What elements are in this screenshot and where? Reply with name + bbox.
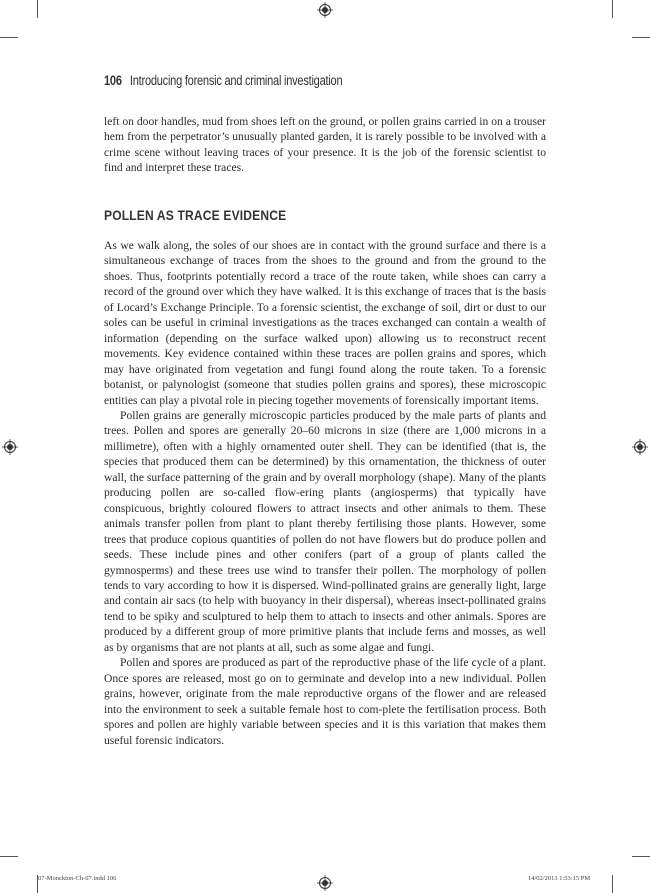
section-heading: POLLEN AS TRACE EVIDENCE	[104, 207, 287, 223]
registration-mark-icon	[317, 2, 333, 18]
section-body	[104, 238, 546, 748]
body-paragraph: Pollen and spores are produced as part of the reproductive phase of the life cycle of a plant. Once spores are released, most go on to germinate and develop into a new individual. Pollen grains, however, originate from the male reproductive organs of the flower and are released into the environment to seek a suitable female host to com-plete the fertilisation process. Both spores and pollen are highly variable between species and it is this variation that makes them useful forensic indicators.	[104, 656, 546, 747]
crop-mark	[632, 37, 650, 38]
registration-mark-icon	[317, 875, 333, 891]
slug-timestamp: 14/02/2013 1:53:15 PM	[528, 875, 591, 882]
body-paragraph: As we walk along, the soles of our shoes are in contact with the ground surface and there is a simultaneous exchange of traces from the shoes to the ground and from the ground to the shoes. Thus, footprints potentially record a trace of the route taken, while shoes can carry a record of the ground over which they have walked. It is this exchange of traces that is the basis of Locard’s Exchange Principle. To a forensic scientist, the exchange of soil, dirt or dust to our soles can be useful in criminal investigations as the traces exchanged can contain a wealth of information (depending on the surface walked upon) allowing us to reconstruct recent movements. Key evidence contained within these traces are pollen grains and spores, which may have originated from vegetation and fungi found along the route taken. To a forensic botanist, or palynologist (someone that studies pollen grains and spores), these microscopic entities can play a pivotal role in piecing together movements of forensically important items.	[104, 239, 546, 407]
crop-mark	[0, 37, 18, 38]
intro-paragraph: left on door handles, mud from shoes left on the ground, or pollen grains carried in on a trouser hem from the perpetrator’s unusually planted garden, it is rarely possible to be involved with a crime scene without leaving traces of your presence. It is the job of the forensic scientist to find and interpret these traces.	[104, 115, 546, 175]
crop-mark	[37, 0, 38, 18]
registration-mark-icon	[632, 439, 648, 455]
crop-mark	[612, 0, 613, 18]
crop-mark	[0, 856, 18, 857]
registration-mark-icon	[2, 439, 18, 455]
running-title: Introducing forensic and criminal investigation	[129, 73, 343, 88]
body-paragraph: Pollen grains are generally microscopic particles produced by the male parts of plants and trees. Pollen and spores are generally 20–60 microns in size (there are 1,000 microns in a millimetre), often with a highly ornamented outer shell. They can be identified (that is, the species that produced them can be determined) by this ornamentation, the thickness of outer wall, the surface patterning of the grain and by overall morphology (shape). Many of the plants producing pollen are so-called flow-ering plants (angiosperms) that typically have conspicuous, brightly coloured flowers to attract insects and other animals to them. These animals transfer pollen from plant to plant thereby fertilising those plants. However, some trees that produce copious quantities of pollen do not have flowers but do produce pollen and seeds. These include pines and other conifers (part of a group of plants called the gymnosperms) and these trees use wind to transfer their pollen. The morphology of pollen tends to vary according to how it is dispersed. Wind-pollinated grains are generally light, large and contain air sacs (to help with buoyancy in their dispersal), whereas insect-pollinated grains tend to be spiky and sculptured to help them to attach to insects and other animals. Spores are produced by a different group of more primitive plants that include ferns and mosses, as well as by organisms that are not plants at all, such as some algae and fungi.	[104, 408, 546, 654]
running-head	[104, 73, 342, 88]
crop-mark	[632, 856, 650, 857]
page-number: 106	[104, 73, 122, 88]
intro-text-block	[104, 114, 546, 176]
crop-mark	[612, 875, 613, 893]
slug-filename: 07-Monckton-Ch-07.indd 106	[38, 875, 117, 882]
